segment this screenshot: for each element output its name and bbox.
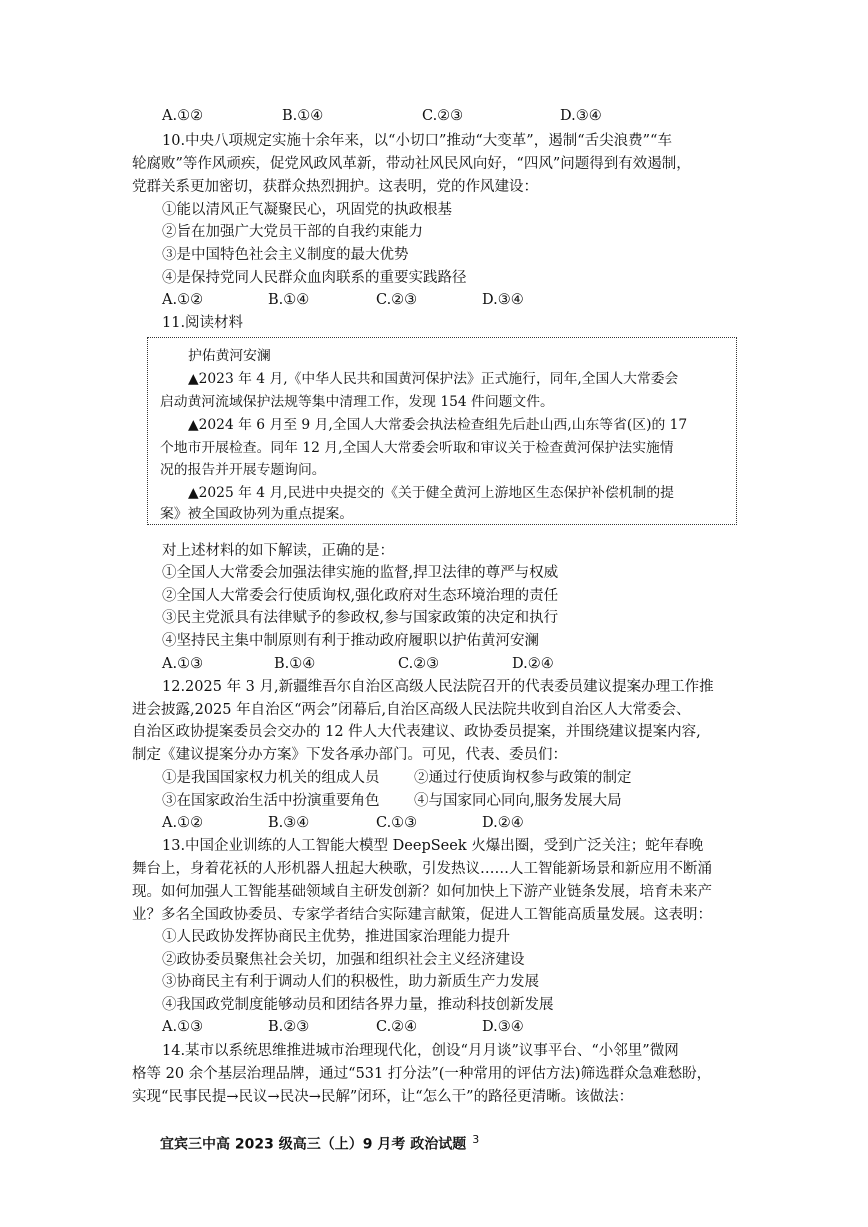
option: C.②③ bbox=[398, 656, 440, 672]
option: C.①③ bbox=[376, 815, 418, 831]
q13-stem-line: 现。如何加强人工智能基础领域自主研发创新？如何加快上下游产业链条发展，培育未来产 bbox=[132, 884, 712, 900]
q10-stem-line: 党群关系更加密切，获群众热烈拥护。这表明，党的作风建设： bbox=[132, 179, 538, 195]
q14-stem-line: 格等 20 余个基层治理品牌，通过“531 打分法”(一种常用的评估方法)筛选群众急难愁盼， bbox=[132, 1066, 712, 1082]
option: A.①② bbox=[162, 292, 204, 308]
material-line: 案》被全国政协列为重点提案。 bbox=[160, 506, 354, 522]
q12-stem-line: 12.2025 年 3 月,新疆维吾尔自治区高级人民法院召开的代表委员建议提案办理工作推 bbox=[162, 679, 714, 695]
option: B.②③ bbox=[268, 1019, 310, 1035]
q12-stem-line: 进会披露,2025 年自治区“两会”闭幕后,自治区高级人民法院共收到自治区人大常委会、 bbox=[132, 702, 691, 718]
q13-options bbox=[162, 1017, 682, 1037]
material-title: 护佑黄河安澜 bbox=[188, 348, 271, 364]
q13-item: ①人民政协发挥协商民主优势，推进国家治理能力提升 bbox=[162, 929, 510, 945]
q13-stem-line: 13.中国企业训练的人工智能大模型 DeepSeek 火爆出圈，受到广泛关注；蛇年春晚 bbox=[162, 838, 704, 854]
q10-options bbox=[162, 290, 682, 310]
option: B.①④ bbox=[282, 108, 324, 124]
option: A.①③ bbox=[162, 656, 204, 672]
option: C.②④ bbox=[376, 1019, 418, 1035]
q12-options bbox=[162, 813, 682, 833]
q9-options bbox=[162, 106, 682, 126]
material-line: 启动黄河流域保护法规等集中清理工作，发现 154 件问题文件。 bbox=[160, 394, 554, 410]
material-box bbox=[147, 337, 737, 525]
material-line: ▲2025 年 4 月,民进中央提交的《关于健全黄河上游地区生态保护补偿机制的提 bbox=[188, 485, 674, 501]
q12-item: ③在国家政治生活中扮演重要角色 bbox=[162, 793, 380, 809]
q10-item: ④是保持党同人民群众血肉联系的重要实践路径 bbox=[162, 270, 467, 286]
option: A.①③ bbox=[162, 1019, 204, 1035]
material-line: ▲2024 年 6 月至 9 月,全国人大常委会执法检查组先后赴山西,山东等省(区)的 17 bbox=[188, 417, 688, 433]
material-line: 况的报告并开展专题询问。 bbox=[160, 462, 326, 478]
q14-stem-line: 实现“民事民提→民议→民决→民解”闭环，让“怎么干”的路径更清晰。该做法： bbox=[132, 1089, 634, 1105]
page-number: 3 bbox=[472, 1133, 480, 1146]
q12-stem-line: 制定《建议提案分办方案》下发各承办部门。可见，代表、委员们： bbox=[132, 747, 567, 763]
option: A.①② bbox=[162, 108, 204, 124]
q13-item: ③协商民主有利于调动人们的积极性，助力新质生产力发展 bbox=[162, 974, 539, 990]
option: C.②③ bbox=[376, 292, 418, 308]
option: D.②④ bbox=[512, 656, 554, 672]
q13-stem-line: 舞台上，身着花袄的人形机器人扭起大秧歌，引发热议……人工智能新场景和新应用不断涌 bbox=[132, 861, 712, 877]
q12-item: ②通过行使质询权参与政策的制定 bbox=[414, 770, 632, 786]
q10-item: ②旨在加强广大党员干部的自我约束能力 bbox=[162, 224, 423, 240]
option: B.①④ bbox=[268, 292, 310, 308]
option: D.③④ bbox=[482, 1019, 524, 1035]
q10-item: ①能以清风正气凝聚民心，巩固党的执政根基 bbox=[162, 202, 452, 218]
q11-stem: 11.阅读材料 bbox=[162, 315, 244, 331]
q11-item: ④坚持民主集中制原则有利于推动政府履职以护佑黄河安澜 bbox=[162, 633, 539, 649]
option: D.③④ bbox=[560, 108, 602, 124]
q11-item: ②全国人大常委会行使质询权,强化政府对生态环境治理的责任 bbox=[162, 588, 559, 604]
q10-item: ③是中国特色社会主义制度的最大优势 bbox=[162, 247, 409, 263]
material-line: ▲2023 年 4 月,《中华人民共和国黄河保护法》正式施行，同年,全国人大常委会 bbox=[188, 371, 679, 387]
q11-options bbox=[162, 654, 682, 674]
q13-item: ④我国政党制度能够动员和团结各界力量，推动科技创新发展 bbox=[162, 997, 554, 1013]
option: B.③④ bbox=[268, 815, 310, 831]
material-line: 个地市开展检查。同年 12 月,全国人大常委会听取和审议关于检查黄河保护法实施情 bbox=[160, 440, 674, 456]
q11-item: ③民主党派具有法律赋予的参政权,参与国家政策的决定和执行 bbox=[162, 610, 559, 626]
q10-stem-line: 轮腐败”等作风顽疾，促党风政风革新，带动社风民风向好，“四风”问题得到有效遏制， bbox=[132, 156, 691, 172]
option: B.①④ bbox=[274, 656, 316, 672]
q11-item: ①全国人大常委会加强法律实施的监督,捍卫法律的尊严与权威 bbox=[162, 565, 559, 581]
q13-item: ②政协委员聚焦社会关切，加强和组织社会主义经济建设 bbox=[162, 952, 525, 968]
option: A.①② bbox=[162, 815, 204, 831]
option: D.③④ bbox=[482, 292, 524, 308]
option: D.②④ bbox=[482, 815, 524, 831]
q13-stem-line: 业？多名全国政协委员、专家学者结合实际建言献策，促进人工智能高质量发展。这表明： bbox=[132, 907, 712, 923]
q12-item: ④与国家同心同向,服务发展大局 bbox=[414, 793, 622, 809]
page-footer bbox=[160, 1133, 479, 1154]
q14-stem-line: 14.某市以系统思维推进城市治理现代化，创设“月月谈”议事平台、“小邻里”微网 bbox=[162, 1043, 679, 1059]
q11-question: 对上述材料的如下解读，正确的是： bbox=[162, 543, 394, 559]
q10-stem-line: 10.中央八项规定实施十余年来，以“小切口”推动“大变革”，遏制“舌尖浪费”“车 bbox=[162, 133, 672, 149]
footer-title: 宜宾三中高 2023 级高三（上）9 月考 政治试题 bbox=[160, 1136, 467, 1153]
option: C.②③ bbox=[422, 108, 464, 124]
q12-item: ①是我国国家权力机关的组成人员 bbox=[162, 770, 380, 786]
q12-stem-line: 自治区政协提案委员会交办的 12 件人大代表建议、政协委员提案，并围绕建议提案内容, bbox=[132, 724, 701, 740]
